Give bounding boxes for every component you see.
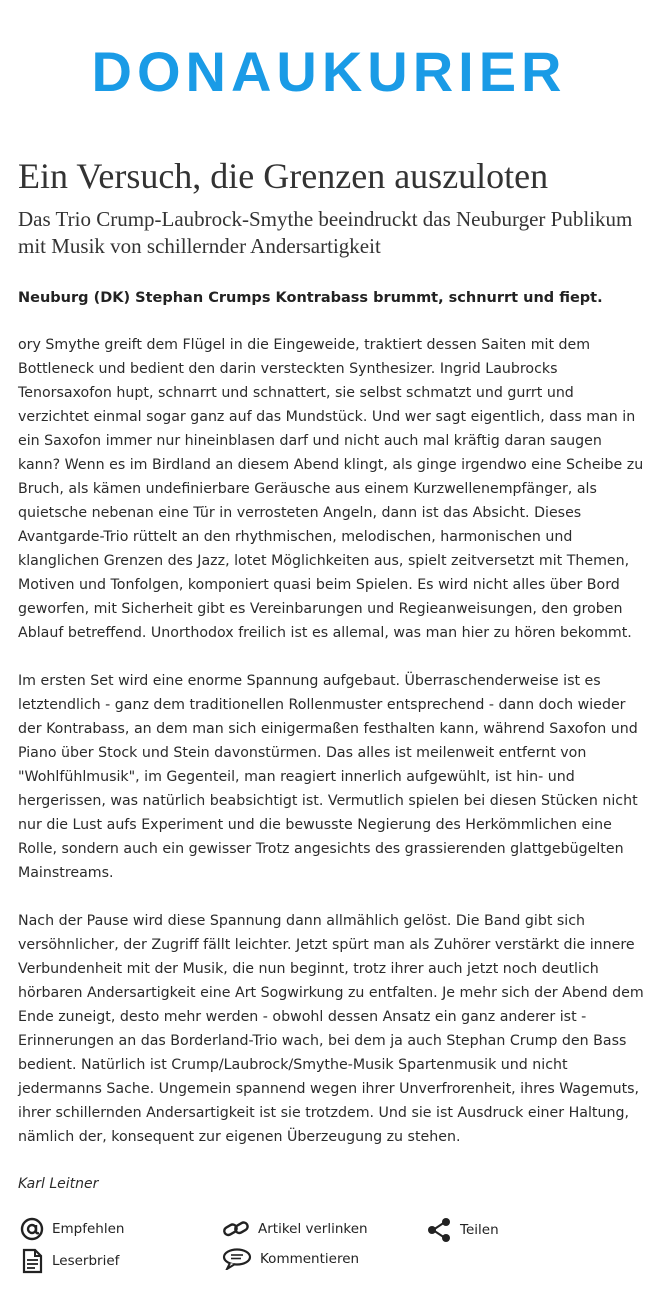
recommend-button[interactable] xyxy=(20,1217,124,1241)
chain-link-icon xyxy=(222,1217,250,1241)
share-label: Teilen xyxy=(460,1222,499,1238)
link-article-label: Artikel verlinken xyxy=(258,1221,368,1237)
share-icon xyxy=(426,1217,452,1243)
comment-label: Kommentieren xyxy=(260,1251,360,1267)
article-author: Karl Leitner xyxy=(18,1176,99,1192)
reader-letter-button[interactable] xyxy=(20,1248,119,1274)
share-button[interactable] xyxy=(426,1217,499,1243)
article-paragraph: ory Smythe greift dem Flügel in die Eingeweide, traktiert dessen Saiten mit dem Bottleneck und bedient den darin versteckten Synthesizer. Ingrid Laubrocks Tenorsaxofon hupt, schnarrt und schnattert, sie selbst schmatzt und gurrt und verzichtet einmal sogar ganz auf das Mundstück. Und wer sagt eigentlich, dass man in ein Saxofon immer nur hineinblasen darf und nicht auch mal kräftig daran saugen kann? Wenn es im Birdland an diesem Abend klingt, als ginge irgendwo eine Scheibe zu Bruch, als kämen undefinierbare Geräusche aus einem Kurzwellenempfänger, als quietsche nebenan eine Tür in verrosteten Angeln, dann ist das Absicht. Dieses Avantgarde-Trio rüttelt an den rhythmischen, melodischen, harmonischen und klanglichen Grenzen des Jazz, lotet Möglichkeiten aus, spielt zeitversetzt mit Themen, Motiven und Tonfolgen, komponiert quasi beim Spielen. Es wird nicht alles über Bord geworfen, mit Sicherheit gibt es Vereinbarungen und Regieanweisungen, den groben Ablauf betreffend. Unorthodox freilich ist es allemal, was man hier zu hören bekommt. xyxy=(18,337,644,641)
comment-button[interactable] xyxy=(222,1248,359,1270)
article-paragraph: Nach der Pause wird diese Spannung dann allmählich gelöst. Die Band gibt sich versöhnlicher, der Zugriff fällt leichter. Jetzt spürt man als Zuhörer verstärkt die innere Verbundenheit mit der Musik, die nun beginnt, trotz ihrer auch jetzt noch deutlich hörbaren Andersartigkeit eine Art Sogwirkung zu entfalten. Je mehr sich der Abend dem Ende zuneigt, desto mehr werden - obwohl dessen Ansatz ein ganz anderer ist - Erinnerungen an das Borderland-Trio wach, bei dem ja auch Stephan Crump den Bass bedient. Natürlich ist Crump/Laubrock/Smythe-Musik Spartenmusik und nicht jedermanns Sache. Ungemein spannend wegen ihrer Unverfrorenheit, ihres Wagemuts, ihrer schillernden Andersartigkeit ist sie trotzdem. Und sie ist Ausdruck einer Haltung, nämlich der, konsequent zur eigenen Überzeugung zu stehen. xyxy=(18,913,644,1145)
article-paragraph: Im ersten Set wird eine enorme Spannung aufgebaut. Überraschenderweise ist es letztendlich - ganz dem traditionellen Rollenmuster entsprechend - dann doch wieder der Kontrabass, an dem man sich einigermaßen festhalten kann, während Saxofon und Piano über Stock und Stein davonstürmen. Das alles ist meilenweit entfernt von "Wohlfühlmusik", im Gegenteil, man reagiert innerlich aufgewühlt, ist hin- und hergerissen, was natürlich beabsichtigt ist. Vermutlich spielen bei diesen Stücken nicht nur die Lust aufs Experiment und die bewusste Negierung des Herkömmlichen eine Rolle, sondern auch ein gewisser Trotz angesichts des grassierenden glattgebügelten Mainstreams. xyxy=(18,673,638,881)
reader-letter-label: Leserbrief xyxy=(52,1253,120,1269)
at-sign-icon xyxy=(20,1217,44,1241)
article-body xyxy=(18,333,646,1173)
speech-bubble-icon xyxy=(222,1248,252,1270)
site-logo[interactable]: DONAUKURIER xyxy=(91,40,567,103)
link-article-button[interactable] xyxy=(222,1217,368,1241)
article-lead: Neuburg (DK) Stephan Crumps Kontrabass brummt, schnurrt und fiept. xyxy=(18,290,603,306)
article-headline: Ein Versuch, die Grenzen auszuloten xyxy=(18,156,549,196)
recommend-label: Empfehlen xyxy=(52,1221,125,1237)
article-subheadline: Das Trio Crump-Laubrock-Smythe beeindruckt das Neuburger Publikum mit Musik von schillernder Andersartigkeit xyxy=(18,207,633,258)
document-icon xyxy=(20,1248,44,1274)
